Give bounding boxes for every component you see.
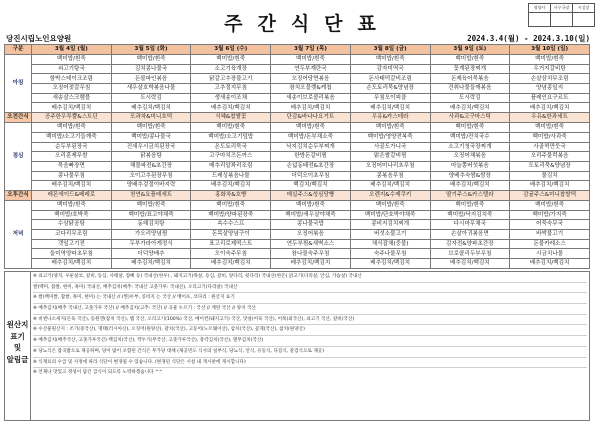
menu-cell: 백미밥/흰죽 [510,200,590,210]
menu-cell: 백미밥/돈부채소죽 [271,132,351,142]
notes-side-line: 표기 [10,331,25,341]
menu-cell: 배추김치/백김치 [111,103,191,113]
snack-row [5,113,590,123]
column-header-day: 3월 8일 (금) [350,45,430,55]
menu-cell: 마늘쫑버섯볶음 [430,161,510,171]
menu-cell: 오징어채볶음 [430,152,510,162]
menu-cell: 백미밥/흰죽 [350,55,430,65]
menu-cell: 함박스테이크조림 [32,74,112,84]
menu-cell: 맑은쌀갈비찜 [350,152,430,162]
meal-row [5,152,590,162]
menu-cell: 참치오믈렛&케첩 [271,84,351,94]
menu-period: 2024.3.4(월) - 2024.3.10(일) [467,34,590,43]
menu-cell: 배추김치/백김치 [191,259,271,269]
menu-cell: 오이숙주무침 [191,249,271,259]
menu-cell: 어묵숙무국 [510,220,590,230]
meal-row [5,200,590,210]
menu-cell: 바싹불고기 [510,230,590,240]
menu-cell: 배추김치/백김치 [111,259,191,269]
notes-line: ※ 당뇨식은 잡곡밥으로 제공하며, 당이 많이 포함된 간식은 무가당 대체 (제공빈도 식사의 일부식, 당뇨식, 연식, 유동식, 다짐식, 갈검식으로 제공) [33,347,587,358]
column-header-day: 3월 7일 (목) [271,45,351,55]
menu-cell: 배추김치/백김치 [430,103,510,113]
meal-section-label: 오전간식 [5,113,32,123]
menu-cell: 새송이브로콜리볶음 [271,93,351,103]
menu-cell: 코다리무조림 [32,230,112,240]
column-header-category: 구분 [5,45,32,55]
menu-cell: 사과&고구마스틱 [430,113,510,123]
menu-cell: 양배추겉절이바지락 [111,181,191,191]
menu-cell: 감자미역국 [350,64,430,74]
notes-line: ※ 식재료의 수급 및 사정에 따라 식단이 변경될 수 있습니다. (변경된 식단은 시설 내 게시판에 게시합니다) [33,358,587,369]
menu-cell: 감자전&양파초간장 [430,239,510,249]
meal-section-label: 오후간식 [5,190,32,200]
notes-side-line: 알림글 [6,354,29,364]
meal-row [5,64,590,74]
menu-cell: 백미밥/흰죽 [430,200,510,210]
menu-cell: 오이고추된장무침 [111,171,191,181]
menu-cell: 돈제육어묵볶음 [430,74,510,84]
menu-cell: 백미밥/흰죽 [191,200,271,210]
meal-row [5,171,590,181]
notes-side-line: 및 [13,343,22,352]
meal-row [5,259,590,269]
menu-cell: 콩볶음무침 [350,171,430,181]
notes-line: ※ 비엔나소세지(돈육 국산), 동원캔(참치 국산), 햄 국산, 오리고기(100%) 국산, 베이컨(돼지고기) 국산, 맛살(어육 국산), 어묵(외국산), 쇠고기 국산, 갈비(국산) [33,315,587,326]
menu-cell: 두부가라아게정식 [111,239,191,249]
menu-cell: 천연&요플레세트 [111,190,191,200]
menu-cell: 백미밥/흰죽 [271,200,351,210]
meal-row [5,93,590,103]
notes-line: ※ 수산물원산지 : 조기(중국산), 명태(러시아산), 오징어(원양산), 갈치(국산), 고등어(노르웨이산), 삼치(국산), 꽃게(국산), 참치(원양산) [33,325,587,336]
notes-side-label [4,319,31,365]
meal-row [5,84,590,94]
menu-cell: 손넓동태전&초간장 [271,161,351,171]
menu-cell: 배추김치/백김치 [430,259,510,269]
menu-cell: 손살아귀볶음면 [430,230,510,240]
page-title: 주간식단표 [224,13,391,35]
menu-cell: 돈사태떡갈비조림 [350,74,430,84]
menu-cell: 오징어젓갈무침 [32,84,112,94]
menu-cell: 우유&한과세트 [510,113,590,123]
meal-row [5,239,590,249]
institution-name: 당진시립노인요양원 [6,34,72,43]
meal-row [5,74,590,84]
menu-cell: 백미밥/양파된장죽 [191,210,271,220]
notes-line: ※ 쌀(백미쌀, 찹쌀, 흑미, 현미) 는 국내산 // (찐)두부, 콩비지 는 국산 // 뱅어포, 코다리 : 원산지 표기 [33,293,587,304]
menu-cell: 백미밥/흰죽 [191,55,271,65]
menu-cell: 고구마치즈돈까스 [191,152,271,162]
notes-line: ※ 배추김치(배추 국내산, 고춧가루 국산) // 배추김치(고추: 국산) // 곡물 누르기 : 국산 // 계란 국산 // 양지 국산 [33,304,587,315]
meal-row [5,132,590,142]
menu-cell: 해물파전&초간장 [111,161,191,171]
menu-cell: 배추김치/백김치 [350,103,430,113]
menu-cell: 백미밥/소고기덮밥 [191,132,271,142]
menu-cell: 백미밥/흰죽 [191,123,271,133]
menu-cell: 브로콜리두부무침 [430,249,510,259]
menu-cell: 콩비지김치찌개 [350,220,430,230]
menu-cell: 무침오이피클 [350,93,430,103]
menu-cell: 묵음빠장면 [32,161,112,171]
column-header-day: 3월 4일 (월) [32,45,112,55]
menu-cell: 시금치나물 [510,249,590,259]
menu-cell: 백미밥/흰죽 [430,123,510,133]
menu-table [4,44,590,269]
menu-cell: 꽃게된장찌개 [430,64,510,74]
menu-cell: 참나물숙주무침 [271,249,351,259]
meal-row [5,249,590,259]
approval-director-label: 시설장 [573,4,595,13]
menu-cell: 콩나물국밥 [271,220,351,230]
menu-cell: 메추리알꽈리조림 [191,161,271,171]
menu-cell: 건새우시금치된장국 [111,142,191,152]
menu-cell: 콩나물무침 [32,171,112,181]
notes-side-line: 원산지 [6,320,29,329]
menu-cell: 더덕오이초무침 [271,171,351,181]
notes-line: ※ 언제나 맛있고 정성이 담긴 급식이 되도록 노력하겠습니다 ^^ [33,370,163,376]
meal-row [5,220,590,230]
menu-cell: 백미밥/콩나물국 [111,132,191,142]
menu-cell: 백미밥/흰죽 [510,55,590,65]
meal-row [5,210,590,220]
menu-cell: 도시락김 [111,93,191,103]
menu-cell: 갯잎고기전 [32,239,112,249]
menu-cell: 속수수스프 [191,220,271,230]
menu-cell: 감귤주스&미니찹쌀떡 [510,190,590,200]
approval-director-sign [573,13,595,27]
menu-cell: 숙주나물무침 [350,249,430,259]
menu-cell: 백미밥/흰죽 [271,123,351,133]
subheader [6,33,590,43]
menu-cell: 레몬에이드&페레로 [32,190,112,200]
menu-cell: 오징어미나리초무침 [350,161,430,171]
menu-cell: 백미밥/잔치국수 [430,132,510,142]
menu-cell: 닭갈고추장불고기 [191,74,271,84]
meal-section-label: 아침 [5,55,32,113]
meal-section-label: 점심 [5,123,32,191]
menu-cell: 배추김치/백김치 [510,103,590,113]
menu-cell: 한방돈갈비찜 [271,152,351,162]
meal-row [5,123,590,133]
menu-cell: 드레싱볶음나물 [191,171,271,181]
menu-cell: 백미밥/흰죽 [32,123,112,133]
menu-cell: 채식잡채(중불) [350,239,430,249]
menu-cell: 딸기주스&카스텔라 [430,190,510,200]
menu-cell: 백미밥/흰죽 [32,200,112,210]
menu-cell: 백미밥/흰죽 [350,123,430,133]
notes-line: ※ 배추김치(배추국산, 고춧가루국산) 백김치(국산), 깍두기(무국산, 고춧가루국산), 총각김치(국산), 열무김치(국산) [33,336,587,347]
menu-cell: 백미밥/흰죽 [510,123,590,133]
menu-cell: 소고기육개장 [191,64,271,74]
menu-cell: 배추김치/백김치 [350,259,430,269]
menu-cell: 공주한우투뿔&스트딘 [32,113,112,123]
menu-cell: 수삼닭곰탕 [32,220,112,230]
notes-line: ※ 쇠고기(양지, 우둔살코, 갈비, 등심, 사태살, 잡뼈 등) 국내산(한우) , 돼지고기(목살, 등심, 갈비, 앞다리, 뒷다리) 국내산(한돈) 닭고기(다리살, 안심, 가슴살) 국내산 [33,272,587,283]
menu-cell: 백미밥/단호박야채죽 [350,210,430,220]
menu-cell: 백미밥/흰죽 [350,200,430,210]
menu-cell: 더덕양배추 [111,249,191,259]
menu-cell: 도시락김 [430,93,510,103]
menu-cell: 배추김치/백김치 [271,259,351,269]
menu-cell: 새송살스크램블 [32,93,112,103]
menu-cell: 소고기청국장찌개 [430,142,510,152]
menu-cell: 오렌지&수제쿠키 [350,190,430,200]
snack-row [5,190,590,200]
menu-cell: 백미밥/흰죽 [271,55,351,65]
menu-cell: 양배추숙쌈&쌈장 [430,171,510,181]
menu-cell: 배추김치/백김치 [430,181,510,191]
menu-cell: 가오리양념찜 [111,230,191,240]
menu-cell: 김치콩나물국 [111,64,191,74]
meal-row [5,103,590,113]
menu-cell: 백미밥/흰죽 [32,55,112,65]
menu-cell: 배추김치/백김치 [271,103,351,113]
menu-cell: 백미밥/사과죽 [510,132,590,142]
menu-cell: 백미밥/낙지김치죽 [430,210,510,220]
menu-cell: 매실주스&성심당빵 [271,190,351,200]
menu-cell: 배추김치/백김치 [191,103,271,113]
meal-row [5,142,590,152]
menu-cell: 생새송이조채 [191,93,271,103]
column-header-day: 3월 10일 (일) [510,45,590,55]
menu-cell: 도토리묵&양념장 [510,161,590,171]
menu-cell: 백미밥/흰죽 [430,55,510,65]
menu-cell: 동해김치탕 [111,220,191,230]
column-header-day: 3월 9일 (토) [430,45,510,55]
menu-cell: 연두부계란국 [271,64,351,74]
menu-cell: 고추절지무침 [191,84,271,94]
menu-cell: 손살삼치무조림 [510,74,590,84]
menu-cell: 배추김치/백김치 [510,259,590,269]
column-header-day: 3월 5일 (화) [111,45,191,55]
menu-cell: 백미밥/가지죽 [510,210,590,220]
meal-row [5,55,590,65]
menu-cell: 배추김치/백김치 [510,181,590,191]
menu-cell: 오리주물럭볶음 [510,152,590,162]
menu-cell: 낙지김치순두부찌개 [271,142,351,152]
menu-cell: 양념콩잎지 [510,84,590,94]
menu-cell: 표고리로제떡스트 [191,239,271,249]
meal-section-label: 저녁 [5,200,32,268]
menu-cell: 백미밥/흰죽 [111,200,191,210]
menu-cell: 배추김치/백김치 [191,181,271,191]
menu-cell: 배추김치/백김치 [32,259,112,269]
menu-cell: 단감&바나나요거트 [271,113,351,123]
menu-cell: 손도토리묵&양념장 [350,84,430,94]
menu-cell: 백미밥/영양전복죽 [350,132,430,142]
menu-cell: 백미밥/소고기들깨죽 [32,132,112,142]
notes-line: 쌀(백미, 찹쌀, 현미, 흑미) 국내산, 배추김치(배추: 국내산 고춧가루: 국내산), 오리고기(다리살) 국내산 [33,283,587,294]
menu-cell: 새우살호박볶음나물 [111,84,191,94]
menu-cell: 배추김치/백김치 [32,103,112,113]
menu-cell: 버섯소불고기 [350,230,430,240]
menu-cell: 들미역양파초무침 [32,249,112,259]
menu-cell: 백미밥/새우살야채죽 [271,210,351,220]
approval-box [528,3,595,27]
meal-row [5,230,590,240]
meal-row [5,161,590,171]
menu-cell: 플레인요구르트 [510,93,590,103]
menu-cell: 건취나물들깨볶음 [430,84,510,94]
menu-cell: 백미밥/표고야채죽 [111,210,191,220]
menu-cell: 사골떡만둣국 [510,142,590,152]
approval-dietitian-label: 영양사 [529,4,551,13]
menu-cell: 백미밥/흰죽 [111,55,191,65]
menu-cell: 닭볶음탕 [111,152,191,162]
menu-cell: 돈목살양념구이 [191,230,271,240]
menu-cell: 돈불파인볶음 [111,74,191,84]
menu-cell: 다시마무채국 [430,220,510,230]
approval-dietitian-sign [529,13,551,27]
menu-cell: 오리훈제무쌈 [32,152,112,162]
menu-cell: 오징어볶음 [271,230,351,240]
menu-cell: 백미밥/호박죽 [32,210,112,220]
menu-cell: 식혜&찹쌀꽃 [191,113,271,123]
menu-cell: 우유&카스테라 [350,113,430,123]
menu-cell: 오징어당면볶음 [271,74,351,84]
menu-cell: 배추김치/백김치 [32,181,112,191]
menu-cell: 쇠고기탕국 [32,64,112,74]
menu-cell: 연두부찜&새벽소스 [271,239,351,249]
menu-header-row [5,45,590,55]
menu-cell: 사골도가니국 [350,142,430,152]
menu-cell: 우거지갈비탕 [510,64,590,74]
menu-cell: 온도토리묵국 [191,142,271,152]
approval-manager-sign [551,13,573,27]
menu-cell: 순두부된장국 [32,142,112,152]
menu-cell: 물김치 [510,171,590,181]
notes-lines [33,272,587,378]
column-header-day: 3월 6일 (수) [191,45,271,55]
approval-manager-label: 사무국장 [551,4,573,13]
notes-side [4,271,31,421]
notes-section [4,271,590,421]
menu-cell: 배추김치/백김치 [350,181,430,191]
menu-cell: 홍화차&호빵 [191,190,271,200]
meal-row [5,181,590,191]
menu-cell: 백미밥/흰죽 [111,123,191,133]
menu-cell: 백김치/백김치 [271,181,351,191]
menu-cell: 돈불카레소스 [510,239,590,249]
menu-cell: 모과차&미니호떡 [111,113,191,123]
